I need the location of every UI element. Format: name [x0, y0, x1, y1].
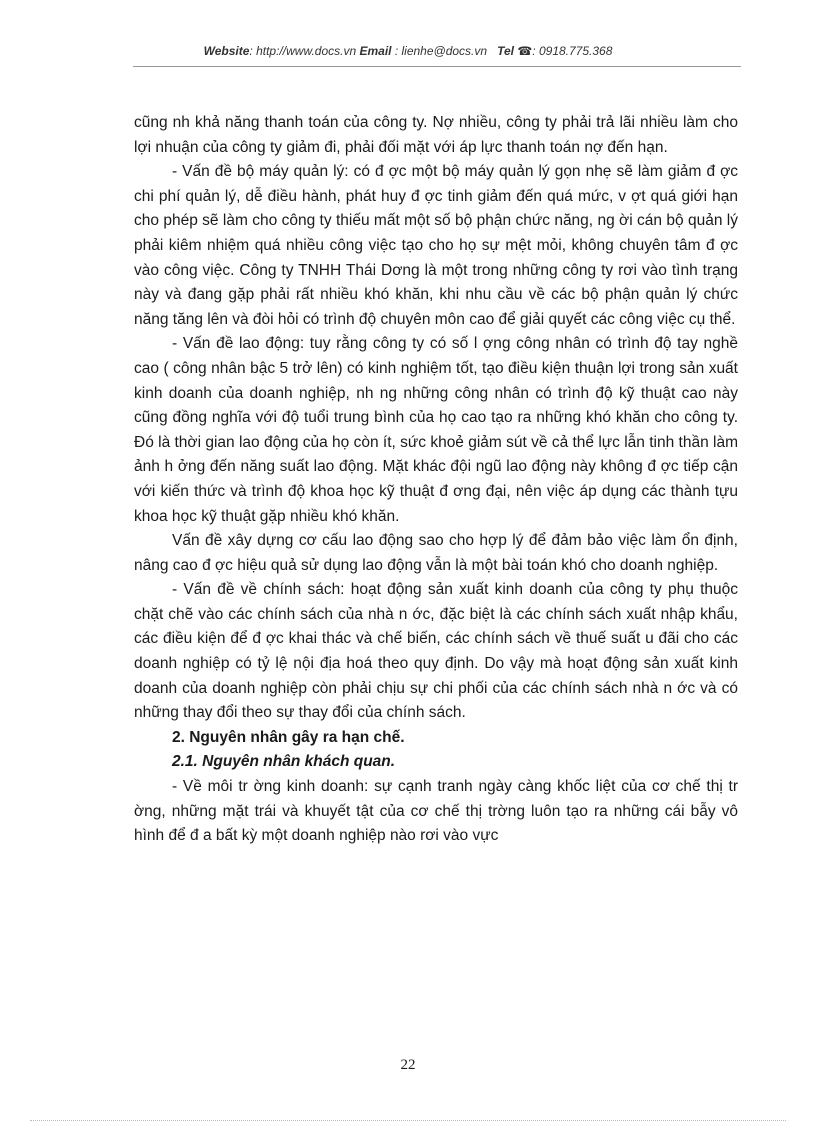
paragraph-1: cũng nh khả năng thanh toán của công ty. Nợ nhiều, công ty phải trả lãi nhiều làm cho lợi nhuận của công ty giảm đi, phải đối mặt với áp lực thanh toán nợ đến hạn. [134, 114, 738, 156]
email-label: Email [359, 44, 392, 58]
website-label: Website [203, 44, 250, 58]
website-value: : http://www.docs.vn [249, 44, 357, 58]
document-body [134, 111, 738, 849]
header-divider [133, 66, 741, 67]
page-header [0, 44, 816, 58]
footer-divider [30, 1120, 786, 1121]
paragraph-environment: - Về môi tr ờng kinh doanh: sự cạnh tranh ngày càng khốc liệt của cơ chế thị tr ờng, những mặt trái và khuyết tật của cơ chế thị trờng luôn tạo ra những cái bẫy vô hình để đ a bất kỳ một doanh nghiệp nào rơi vào vực [134, 778, 738, 845]
paragraph-policy: - Vấn đề về chính sách: hoạt động sản xuất kinh doanh của công ty phụ thuộc chặt chẽ vào các chính sách của nhà n ớc, đặc biệt là các chính sách xuất nhập khẩu, các điều kiện để đ ợc khai thác và chế biến, các chính sách về thuế suất u đãi cho các doanh nghiệp có tỷ lệ nội địa hoá theo quy định. Do vậy mà hoạt động sản xuất kinh doanh của doanh nghiệp còn phải chịu sự chi phối của các chính sách nhà n ớc và có những thay đổi theo sự thay đổi của chính sách. [134, 581, 738, 722]
paragraph-management: - Vấn đề bộ máy quản lý: có đ ợc một bộ máy quản lý gọn nhẹ sẽ làm giảm đ ợc chi phí quản lý, dễ điều hành, phát huy đ ợc tinh giảm đến quá mức, v ợt quá giới hạn cho phép sẽ làm cho công ty thiếu mất một số bộ phận chức năng, ng ời cán bộ quản lý phải kiêm nhiệm quá nhiều công việc tạo cho họ sự mệt mỏi, không chuyên tâm đ ợc vào công việc. Công ty TNHH Thái Dơng là một trong những công ty rơi vào tình trạng này và đang gặp phải rất nhiều khó khăn, khi nhu cầu về các bộ phận quản lý chức năng tăng lên và đòi hỏi có trình độ chuyên môn cao để giải quyết các công việc cụ thể. [134, 163, 738, 328]
telephone-icon: ☎ [517, 44, 533, 58]
tel-value: : 0918.775.368 [532, 44, 613, 58]
paragraph-labor-structure: Vấn đề xây dựng cơ cấu lao động sao cho hợp lý để đảm bảo việc làm ổn định, nâng cao đ ợc hiệu quả sử dụng lao động vẫn là một bài toán khó cho doanh nghiệp. [134, 532, 738, 574]
email-value: : lienhe@docs.vn [391, 44, 488, 58]
section-heading: 2. Nguyên nhân gây ra hạn chế. [172, 728, 405, 746]
tel-label: Tel [497, 44, 514, 58]
paragraph-labor: - Vấn đề lao động: tuy rằng công ty có số l ợng công nhân có trình độ tay nghề cao ( công nhân bậc 5 trở lên) có kinh nghiệm tốt, tạo điều kiện thuận lợi trong sản xuất kinh doanh của doanh nghiệp, nh ng những công nhân có trình độ kỹ thuật cao này cũng đồng nghĩa với độ tuổi trung bình của họ cao tạo ra những khó khăn cho công ty. Đó là thời gian lao động của họ còn ít, sức khoẻ giảm sút về cả thể lực lẫn tinh thần làm ảnh h ởng đến năng suất lao động. Mặt khác đội ngũ lao động này không đ ợc tiếp cận với kiến thức và trình độ khoa học kỹ thuật đ ơng đại, nên việc áp dụng các thành tựu khoa học kỹ thuật gặp nhiều khó khăn. [134, 335, 738, 525]
page-number: 22 [400, 1057, 416, 1073]
subsection-heading: 2.1. Nguyên nhân khách quan. [172, 753, 396, 771]
